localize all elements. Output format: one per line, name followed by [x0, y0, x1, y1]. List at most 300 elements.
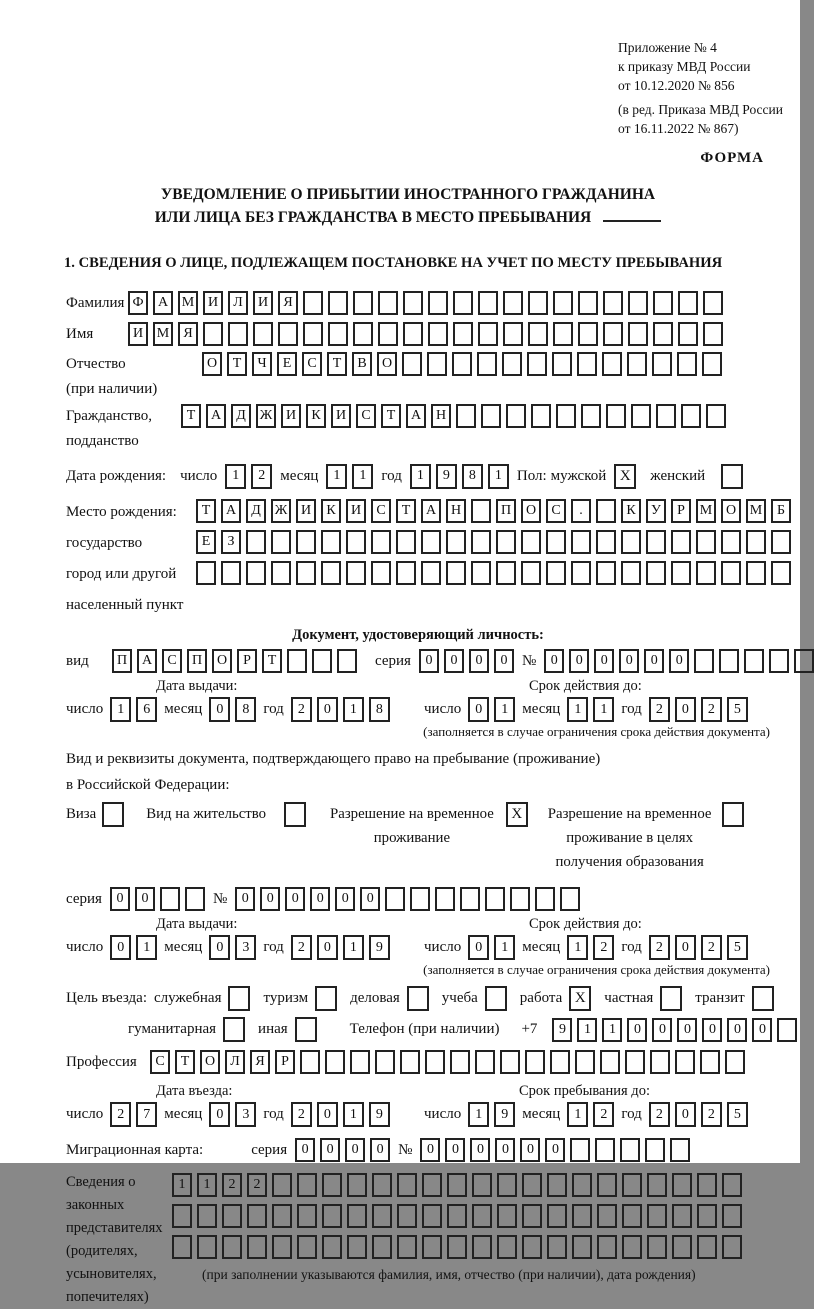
- residence-doc-options: [66, 802, 770, 874]
- migration-card-row: [66, 1137, 770, 1163]
- form-cell: О: [200, 1050, 220, 1074]
- form-cell: [272, 1235, 292, 1259]
- form-cell: [570, 1138, 590, 1162]
- form-cell: Т: [196, 499, 216, 523]
- form-cell: [325, 1050, 345, 1074]
- form-cell: К: [621, 499, 641, 523]
- profession-label: Профессия: [66, 1053, 137, 1070]
- temp-permit-label-line1: Разрешение на временное: [330, 806, 494, 822]
- form-cell: 0: [627, 1018, 647, 1042]
- day-label: число: [180, 467, 218, 484]
- citizenship-label-line2: подданство: [66, 433, 139, 449]
- patronymic-label-line1: Отчество: [66, 356, 126, 372]
- form-cell: 0: [444, 649, 464, 673]
- form-cell: С: [162, 649, 182, 673]
- form-cell: [446, 530, 466, 554]
- form-cell: Ж: [271, 499, 291, 523]
- form-cell: 0: [545, 1138, 565, 1162]
- form-cell: [471, 499, 491, 523]
- form-cell: [427, 352, 447, 376]
- form-cell: М: [746, 499, 766, 523]
- form-cell: [353, 291, 373, 315]
- form-cell: [597, 1204, 617, 1228]
- form-cell: [578, 291, 598, 315]
- form-cell: 0: [285, 887, 305, 911]
- form-cell: [160, 887, 180, 911]
- birth-year-cells: [410, 464, 509, 489]
- form-cell: [595, 1138, 615, 1162]
- form-cell: [696, 530, 716, 554]
- form-cell: [378, 291, 398, 315]
- form-cell: 5: [727, 1102, 748, 1127]
- form-cell: [625, 1050, 645, 1074]
- legal-reps-label: [66, 1171, 172, 1309]
- form-cell: И: [296, 499, 316, 523]
- form-cell: [552, 352, 572, 376]
- form-cell: [378, 322, 398, 346]
- year-label: год: [263, 939, 284, 955]
- day-label: число: [66, 939, 104, 955]
- form-cell: [521, 561, 541, 585]
- form-cell: О: [521, 499, 541, 523]
- residence-series-label: серия: [66, 890, 102, 907]
- year-label: год: [263, 1106, 284, 1122]
- stay-year-cells: [649, 1102, 748, 1127]
- form-cell: [497, 1204, 517, 1228]
- form-cell: [246, 561, 266, 585]
- purpose-label: Цель въезда:: [66, 990, 147, 1006]
- form-title: [46, 183, 770, 229]
- form-cell: [196, 561, 216, 585]
- form-cell: 0: [495, 1138, 515, 1162]
- citizenship-label-line1: Гражданство,: [66, 408, 153, 424]
- form-cell: 2: [291, 1102, 312, 1127]
- form-cell: [428, 322, 448, 346]
- form-cell: Е: [277, 352, 297, 376]
- residence-doc-intro: [66, 746, 770, 798]
- form-cell: [577, 352, 597, 376]
- form-cell: 1: [343, 1102, 364, 1127]
- form-cell: 1: [494, 935, 515, 960]
- form-cell: 1: [197, 1173, 217, 1197]
- form-cell: А: [137, 649, 157, 673]
- form-cell: [672, 1173, 692, 1197]
- appendix-note: [618, 38, 783, 138]
- form-cell: [553, 322, 573, 346]
- form-cell: [500, 1050, 520, 1074]
- appendix-line: Приложение № 4: [618, 40, 717, 55]
- form-cell: [620, 1138, 640, 1162]
- form-cell: 2: [649, 1102, 670, 1127]
- form-cell: [597, 1173, 617, 1197]
- form-title-line1: УВЕДОМЛЕНИЕ О ПРИБЫТИИ ИНОСТРАННОГО ГРАЖДАНИНА: [160, 186, 656, 203]
- form-cell: [328, 322, 348, 346]
- form-cell: [321, 530, 341, 554]
- form-cell: [503, 322, 523, 346]
- form-cell: 0: [209, 697, 230, 722]
- form-cell: [471, 561, 491, 585]
- form-cell: 0: [209, 935, 230, 960]
- form-cell: [656, 404, 676, 428]
- visa-checkbox: [102, 802, 124, 827]
- temp-permit-checkbox: X: [506, 802, 528, 827]
- birth-place-label-line: город или другой: [66, 566, 177, 582]
- year-label: год: [263, 701, 284, 717]
- form-cell: 0: [420, 1138, 440, 1162]
- residence-expiry-heading: Срок действия до:: [529, 916, 642, 932]
- form-cell: 1: [172, 1173, 192, 1197]
- form-cell: 0: [419, 649, 439, 673]
- purpose-work-checkbox: X: [569, 986, 591, 1011]
- form-cell: [422, 1173, 442, 1197]
- form-cell: [628, 291, 648, 315]
- form-cell: Т: [181, 404, 201, 428]
- identity-expiry-heading: Срок действия до:: [529, 678, 642, 694]
- form-cell: [675, 1050, 695, 1074]
- form-cell: [347, 1204, 367, 1228]
- title-blank-underline: [603, 208, 661, 222]
- form-cell: [497, 1173, 517, 1197]
- purpose-study-label: учеба: [441, 990, 478, 1006]
- form-cell: О: [212, 649, 232, 673]
- form-cell: [575, 1050, 595, 1074]
- form-cell: 2: [251, 464, 272, 489]
- appendix-line: к приказу МВД России: [618, 59, 751, 74]
- form-cell: [481, 404, 501, 428]
- form-cell: [653, 322, 673, 346]
- form-cell: 1: [410, 464, 431, 489]
- form-cell: [421, 561, 441, 585]
- purpose-business-checkbox: [407, 986, 429, 1011]
- form-cell: [472, 1235, 492, 1259]
- form-cell: [631, 404, 651, 428]
- day-label: число: [66, 1106, 104, 1122]
- form-cell: П: [187, 649, 207, 673]
- form-cell: [546, 530, 566, 554]
- form-cell: З: [221, 530, 241, 554]
- forma-label: ФОРМА: [700, 150, 764, 166]
- form-cell: [678, 322, 698, 346]
- form-cell: Я: [178, 322, 198, 346]
- identity-number-cells: [544, 649, 814, 673]
- identity-series-cells: [419, 649, 514, 673]
- form-cell: [521, 530, 541, 554]
- form-cell: 1: [343, 935, 364, 960]
- migration-series-cells: [295, 1138, 390, 1162]
- form-cell: [697, 1204, 717, 1228]
- form-cell: Л: [225, 1050, 245, 1074]
- residence-issue-heading: Дата выдачи:: [156, 916, 238, 932]
- year-label: год: [621, 939, 642, 955]
- form-cell: [746, 530, 766, 554]
- sex-male-checkbox: X: [614, 464, 636, 489]
- given-name-cells: [128, 322, 723, 346]
- form-cell: [696, 561, 716, 585]
- form-cell: [222, 1235, 242, 1259]
- form-cell: 0: [520, 1138, 540, 1162]
- day-label: число: [424, 701, 462, 717]
- form-cell: [397, 1173, 417, 1197]
- form-cell: И: [203, 291, 223, 315]
- form-cell: [535, 887, 555, 911]
- form-cell: 0: [310, 887, 330, 911]
- form-cell: [622, 1204, 642, 1228]
- form-cell: [794, 649, 814, 673]
- legal-reps-label-line: представителях: [66, 1220, 163, 1236]
- day-label: число: [424, 1106, 462, 1122]
- identity-doc-dates: [66, 678, 770, 722]
- month-label: месяц: [164, 701, 203, 717]
- form-cell: И: [346, 499, 366, 523]
- given-name-row: [66, 321, 770, 347]
- form-cell: Н: [446, 499, 466, 523]
- entry-year-cells: [291, 1102, 390, 1127]
- form-cell: [246, 530, 266, 554]
- purpose-other-checkbox: [295, 1017, 317, 1042]
- form-cell: [647, 1235, 667, 1259]
- identity-issue-month-cells: [209, 697, 256, 722]
- temp-permit-edu-label-line1: Разрешение на временное: [547, 806, 712, 822]
- form-cell: [671, 530, 691, 554]
- temp-permit-edu-label: [548, 802, 712, 874]
- purpose-tourism-label: туризм: [263, 990, 309, 1006]
- form-cell: [547, 1204, 567, 1228]
- form-cell: 0: [675, 1102, 696, 1127]
- identity-issue-day-cells: [110, 697, 157, 722]
- form-cell: [700, 1050, 720, 1074]
- form-cell: 2: [110, 1102, 131, 1127]
- form-title-line2: ИЛИ ЛИЦА БЕЗ ГРАЖДАНСТВА В МЕСТО ПРЕБЫВАНИЯ: [154, 209, 592, 226]
- form-cell: 0: [235, 887, 255, 911]
- form-cell: [622, 1173, 642, 1197]
- form-cell: [321, 561, 341, 585]
- form-cell: [560, 887, 580, 911]
- form-cell: М: [696, 499, 716, 523]
- residence-doc-dates: [66, 916, 770, 960]
- purpose-row2: [66, 1017, 770, 1042]
- form-cell: 1: [343, 697, 364, 722]
- form-cell: [497, 1235, 517, 1259]
- profession-row: [66, 1049, 770, 1075]
- form-cell: Е: [196, 530, 216, 554]
- form-cell: [671, 561, 691, 585]
- purpose-work-label: работа: [519, 990, 563, 1006]
- form-cell: 0: [468, 697, 489, 722]
- form-cell: [603, 291, 623, 315]
- residence-permit-option: [146, 802, 306, 827]
- form-cell: [475, 1050, 495, 1074]
- citizenship-cells: [181, 404, 726, 428]
- day-label: число: [424, 939, 462, 955]
- residence-issue-year-cells: [291, 935, 390, 960]
- form-cell: [606, 404, 626, 428]
- identity-doc-row: [66, 648, 770, 674]
- form-cell: [222, 1204, 242, 1228]
- purpose-humanitarian-label: гуманитарная: [128, 1021, 217, 1037]
- patronymic-label-line2: (при наличии): [66, 381, 158, 397]
- form-cell: [496, 561, 516, 585]
- form-cell: [670, 1138, 690, 1162]
- form-cell: Л: [228, 291, 248, 315]
- form-cell: [296, 561, 316, 585]
- form-cell: [172, 1204, 192, 1228]
- form-cell: 0: [469, 649, 489, 673]
- legal-reps-cells-row1: [172, 1173, 742, 1197]
- form-cell: [627, 352, 647, 376]
- form-cell: 0: [644, 649, 664, 673]
- form-cell: Ч: [252, 352, 272, 376]
- form-cell: К: [306, 404, 326, 428]
- form-cell: [353, 322, 373, 346]
- form-cell: 0: [317, 697, 338, 722]
- form-cell: 8: [369, 697, 390, 722]
- residence-permit-checkbox: [284, 802, 306, 827]
- visa-label: Виза: [66, 806, 97, 822]
- form-cell: [527, 352, 547, 376]
- sex-female-label: женский: [650, 467, 706, 484]
- form-cell: 2: [701, 935, 722, 960]
- form-cell: [697, 1235, 717, 1259]
- identity-kind-label: вид: [66, 652, 89, 669]
- purpose-private-checkbox: [660, 986, 682, 1011]
- form-cell: 0: [470, 1138, 490, 1162]
- form-cell: [296, 530, 316, 554]
- residence-expiry-month-cells: [567, 935, 614, 960]
- temp-permit-edu-label-line3: получения образования: [555, 854, 704, 870]
- form-cell: 2: [291, 697, 312, 722]
- form-cell: [581, 404, 601, 428]
- form-cell: [435, 887, 455, 911]
- amendment-line: (в ред. Приказа МВД России: [618, 102, 783, 117]
- form-cell: Д: [231, 404, 251, 428]
- form-cell: [271, 561, 291, 585]
- form-cell: [477, 352, 497, 376]
- form-cell: 9: [436, 464, 457, 489]
- birth-place-label-line: населенный пункт: [66, 597, 184, 613]
- form-cell: 1: [110, 697, 131, 722]
- identity-issue-year-cells: [291, 697, 390, 722]
- form-cell: 0: [468, 935, 489, 960]
- form-cell: [396, 530, 416, 554]
- purpose-humanitarian-checkbox: [223, 1017, 245, 1042]
- form-cell: Т: [327, 352, 347, 376]
- form-cell: [672, 1235, 692, 1259]
- form-cell: [706, 404, 726, 428]
- form-cell: [725, 1050, 745, 1074]
- temp-permit-label: [330, 802, 494, 850]
- form-cell: 0: [594, 649, 614, 673]
- patronymic-label: [66, 352, 202, 402]
- visa-option: [66, 802, 124, 827]
- form-cell: О: [202, 352, 222, 376]
- sex-male-label: мужской: [550, 467, 607, 484]
- form-cell: [703, 291, 723, 315]
- form-cell: Т: [227, 352, 247, 376]
- purpose-study-checkbox: [485, 986, 507, 1011]
- form-cell: Я: [250, 1050, 270, 1074]
- form-cell: 2: [649, 935, 670, 960]
- form-cell: 8: [462, 464, 483, 489]
- form-cell: [203, 322, 223, 346]
- form-cell: П: [496, 499, 516, 523]
- form-cell: 0: [494, 649, 514, 673]
- form-cell: Р: [275, 1050, 295, 1074]
- month-label: месяц: [280, 467, 319, 484]
- form-cell: 0: [295, 1138, 315, 1162]
- residence-doc-series-row: [66, 886, 770, 912]
- form-cell: [346, 561, 366, 585]
- form-cell: [322, 1235, 342, 1259]
- form-cell: [403, 291, 423, 315]
- temp-permit-edu-checkbox: [722, 802, 744, 827]
- form-cell: 7: [136, 1102, 157, 1127]
- form-cell: 0: [675, 697, 696, 722]
- phone-cells: [552, 1018, 797, 1042]
- form-cell: [531, 404, 551, 428]
- form-cell: [185, 887, 205, 911]
- form-cell: С: [150, 1050, 170, 1074]
- form-cell: [650, 1050, 670, 1074]
- form-cell: [578, 322, 598, 346]
- legal-reps-label-line: (родителях,: [66, 1243, 138, 1259]
- form-cell: 3: [235, 1102, 256, 1127]
- form-cell: [371, 530, 391, 554]
- year-label: год: [381, 467, 402, 484]
- section1-heading: 1. СВЕДЕНИЯ О ЛИЦЕ, ПОДЛЕЖАЩЕМ ПОСТАНОВКЕ НА УЧЕТ ПО МЕСТУ ПРЕБЫВАНИЯ: [64, 255, 723, 271]
- form-cell: [372, 1204, 392, 1228]
- form-cell: 0: [209, 1102, 230, 1127]
- form-cell: А: [421, 499, 441, 523]
- form-cell: 2: [701, 1102, 722, 1127]
- entry-date-heading: Дата въезда:: [156, 1083, 233, 1099]
- form-cell: [422, 1204, 442, 1228]
- form-cell: 5: [727, 697, 748, 722]
- form-cell: [597, 1235, 617, 1259]
- form-cell: [647, 1173, 667, 1197]
- form-cell: П: [112, 649, 132, 673]
- form-cell: [271, 530, 291, 554]
- temp-permit-option: [330, 802, 528, 850]
- form-cell: С: [371, 499, 391, 523]
- stay-until-heading: Срок пребывания до:: [519, 1083, 650, 1099]
- sex-female-checkbox: [721, 464, 743, 489]
- form-cell: [621, 561, 641, 585]
- form-cell: 1: [468, 1102, 489, 1127]
- form-cell: [372, 1235, 392, 1259]
- form-cell: [287, 649, 307, 673]
- form-cell: 5: [727, 935, 748, 960]
- amendment-line: от 16.11.2022 № 867): [618, 121, 739, 136]
- form-cell: [547, 1235, 567, 1259]
- birth-place-label-line: государство: [66, 535, 143, 551]
- year-label: год: [621, 1106, 642, 1122]
- legal-reps-label-line: Сведения о: [66, 1174, 136, 1190]
- form-cell: 1: [352, 464, 373, 489]
- form-cell: [571, 530, 591, 554]
- form-cell: 0: [110, 887, 130, 911]
- form-cell: 1: [593, 697, 614, 722]
- form-cell: [672, 1204, 692, 1228]
- form-cell: [446, 561, 466, 585]
- form-cell: [721, 530, 741, 554]
- month-label: месяц: [522, 701, 561, 717]
- entry-month-cells: [209, 1102, 256, 1127]
- identity-limited-note: (заполняется в случае ограничения срока действия документа): [423, 724, 770, 739]
- form-cell: [647, 1204, 667, 1228]
- form-cell: [596, 499, 616, 523]
- form-cell: О: [377, 352, 397, 376]
- legal-reps-note: (при заполнении указываются фамилия, имя, отчество (при наличии), дата рождения): [202, 1267, 696, 1282]
